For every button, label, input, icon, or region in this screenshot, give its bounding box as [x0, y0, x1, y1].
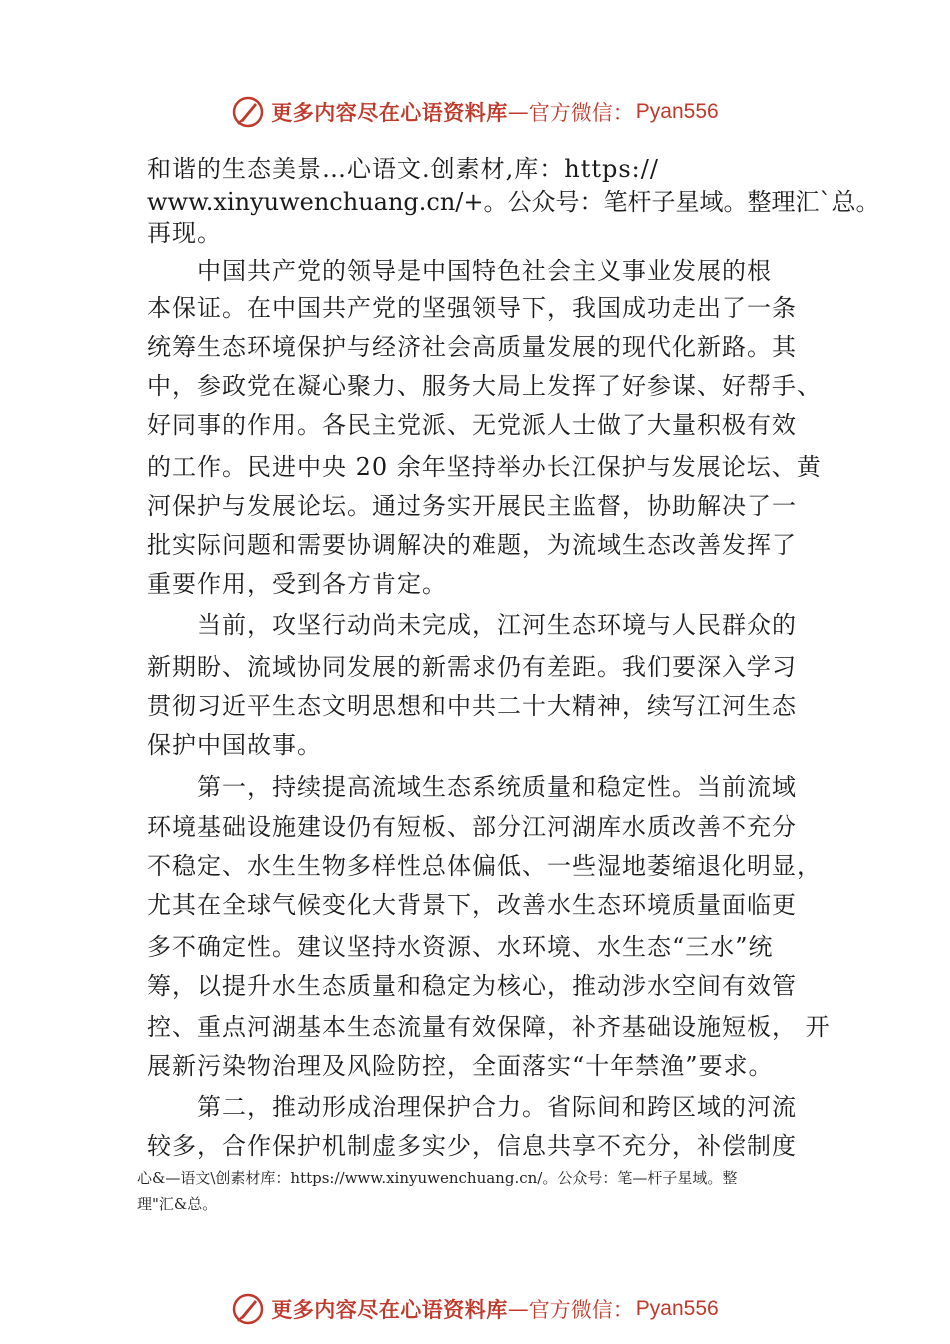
- quill-logo-icon: [231, 1292, 265, 1326]
- footer-note-line: 心&—语文\创素材库：https://www.xinyuwenchuang.cn/。公众号：笔—杆子星域。整: [137, 1169, 738, 1187]
- wechat-id: Pyan556: [635, 100, 719, 123]
- banner-dash: —: [507, 1297, 529, 1321]
- body-line: 不稳定、水生生物多样性总体偏低、一些湿地萎缩退化明显，: [147, 852, 822, 880]
- body-line: 筹，以提升水生态质量和稳定为核心，推动涉水空间有效管: [147, 972, 797, 1000]
- brand-text: 更多内容尽在心语资料库: [271, 101, 508, 125]
- quill-logo-icon: [231, 95, 265, 129]
- body-line: 保护中国故事。: [147, 731, 322, 759]
- body-line: 和谐的生态美景…心语文.创素材,库：https://: [147, 155, 659, 183]
- body-line: 批实际问题和需要协调解决的难题，为流域生态改善发挥了: [147, 531, 797, 559]
- wechat-id: Pyan556: [635, 1297, 719, 1320]
- body-line: 贯彻习近平生态文明思想和中共二十大精神，续写江河生态: [147, 692, 797, 720]
- body-line: 重要作用，受到各方肯定。: [147, 570, 447, 598]
- body-line: 第二，推动形成治理保护合力。省际间和跨区域的河流: [147, 1093, 797, 1121]
- top-banner: [0, 95, 950, 129]
- body-line: 再现。: [147, 219, 222, 247]
- body-line: 当前，攻坚行动尚未完成，江河生态环境与人民群众的: [147, 611, 797, 639]
- wechat-label: 官方微信：: [528, 101, 634, 125]
- body-line: 环境基础设施建设仍有短板、部分江河湖库水质改善不充分: [147, 813, 797, 841]
- body-line: 中，参政党在凝心聚力、服务大局上发挥了好参谋、好帮手、: [147, 372, 822, 400]
- bottom-banner: [0, 1292, 950, 1326]
- banner-dash: —: [507, 100, 529, 124]
- body-line: 多不确定性。建议坚持水资源、水环境、水生态“三水”统: [147, 933, 774, 961]
- brand-text: 更多内容尽在心语资料库: [271, 1298, 508, 1322]
- body-line: 好同事的作用。各民主党派、无党派人士做了大量积极有效: [147, 411, 797, 439]
- body-line: 控、重点河湖基本生态流量有效保障，补齐基础设施短板， 开: [147, 1013, 831, 1041]
- body-line: 尤其在全球气候变化大背景下，改善水生态环境质量面临更: [147, 891, 797, 919]
- body-line: 本保证。在中国共产党的坚强领导下，我国成功走出了一条: [147, 294, 797, 322]
- footer-note-line: 理"汇&总。: [137, 1195, 218, 1213]
- body-line: 新期盼、流域协同发展的新需求仍有差距。我们要深入学习: [147, 653, 797, 681]
- body-line: 较多，合作保护机制虚多实少，信息共享不充分，补偿制度: [147, 1132, 797, 1160]
- body-line: 中国共产党的领导是中国特色社会主义事业发展的根: [147, 257, 772, 285]
- body-line: 第一，持续提高流域生态系统质量和稳定性。当前流域: [147, 773, 797, 801]
- body-line: 统筹生态环境保护与经济社会高质量发展的现代化新路。其: [147, 333, 797, 361]
- body-line: 展新污染物治理及风险防控，全面落实“十年禁渔”要求。: [147, 1052, 774, 1080]
- body-line: 的工作。民进中央 20 余年坚持举办长江保护与发展论坛、黄: [147, 453, 822, 481]
- body-line: www.xinyuwenchuang.cn/+。公众号：笔杆子星域。整理汇`总。: [147, 188, 880, 216]
- wechat-label: 官方微信：: [528, 1298, 634, 1322]
- body-line: 河保护与发展论坛。通过务实开展民主监督，协助解决了一: [147, 492, 797, 520]
